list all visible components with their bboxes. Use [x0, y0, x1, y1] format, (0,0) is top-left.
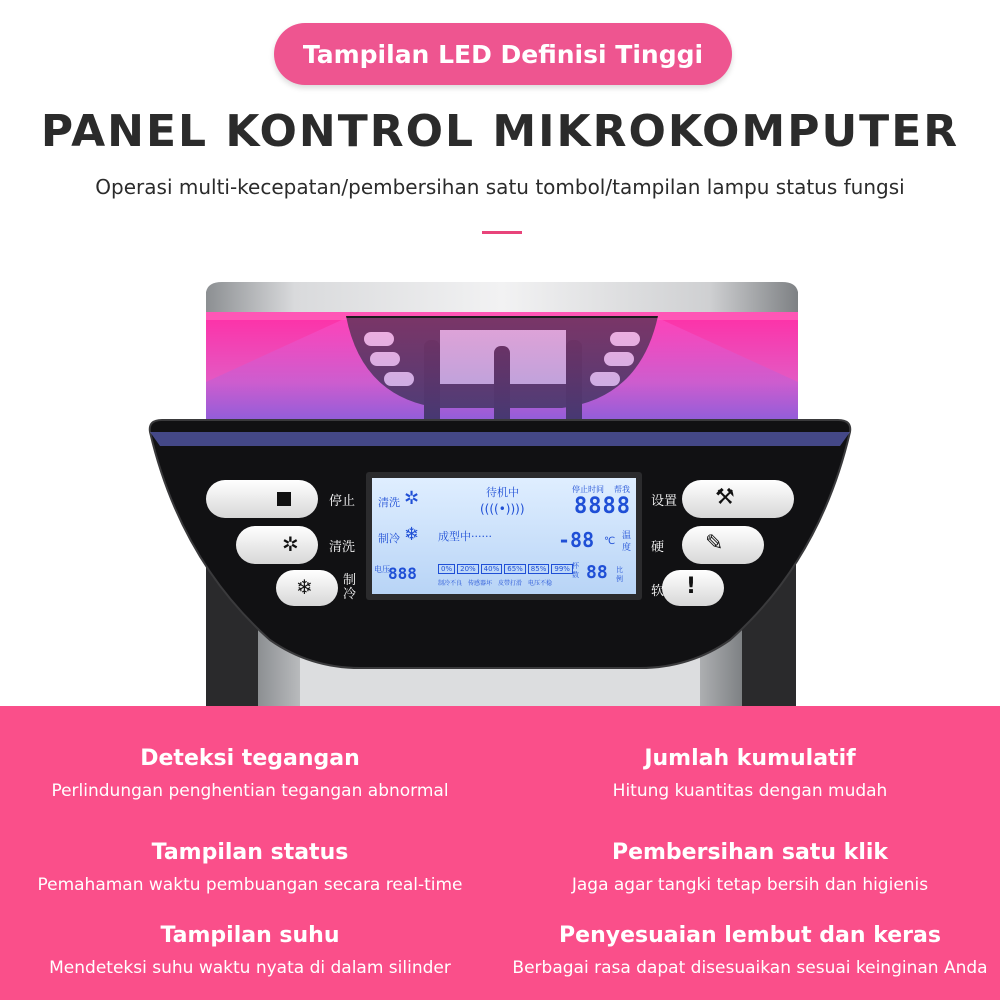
feature-desc: Berbagai rasa dapat disesuaikan sesuai keinginan Anda	[512, 958, 988, 978]
lcd-standby: 待机中	[486, 486, 519, 499]
lcd-percent: 85%	[528, 564, 550, 574]
lcd-count-label: 杯数	[572, 562, 579, 579]
feature-title: Tampilan suhu	[160, 923, 340, 948]
lcd-temp-value: -88	[558, 528, 595, 552]
feature-status	[0, 840, 500, 895]
soft-icon: !	[686, 574, 697, 599]
feature-temperature	[0, 923, 500, 978]
lcd-cool-label: 制冷	[378, 532, 400, 545]
feature-count	[500, 746, 1000, 801]
lcd-wash-label: 清洗	[378, 496, 400, 509]
lcd-percent: 0%	[438, 564, 455, 574]
feature-title: Pembersihan satu klik	[611, 840, 889, 865]
wash-icon: ✲	[282, 532, 299, 556]
feature-softness	[500, 923, 1000, 978]
lcd-snowflake-icon: ❄	[404, 524, 420, 545]
feature-voltage	[0, 746, 500, 801]
label-hard: 硬	[651, 540, 665, 555]
lcd-ratio-label: 比例	[616, 566, 623, 583]
page-subtitle: Operasi multi-kecepatan/pembersihan satu tombol/tampilan lampu status fungsi	[95, 175, 905, 199]
label-cool: 制冷	[343, 573, 357, 602]
lcd-status-row	[438, 578, 552, 587]
lcd-voltage-label: 电压	[374, 565, 390, 574]
label-settings: 设置	[651, 494, 678, 509]
hard-button[interactable]	[682, 526, 764, 564]
lcd-temp-unit: ℃	[604, 536, 616, 547]
lcd-digits-top: 8888	[574, 494, 631, 519]
snowflake-icon: ❄	[296, 575, 313, 599]
label-wash: 清洗	[329, 540, 356, 555]
label-soft: 软	[651, 584, 665, 599]
lcd-status: 电压不稳	[528, 580, 553, 587]
lcd-temp-label-b: 度	[622, 543, 632, 553]
feature-desc: Perlindungan penghentian tegangan abnormal	[51, 781, 449, 801]
feature-title: Tampilan status	[151, 840, 349, 865]
lcd-percent: 40%	[481, 564, 503, 574]
feature-desc: Mendeteksi suhu waktu nyata di dalam silinder	[49, 958, 451, 978]
lcd-forming: 成型中······	[438, 530, 492, 543]
lcd-percent: 99%	[551, 564, 573, 574]
feature-title: Penyesuaian lembut dan keras	[559, 923, 941, 948]
cool-button[interactable]	[276, 570, 338, 606]
lcd-status: 传感器坏	[468, 580, 493, 587]
lcd-temp-label-a: 温	[622, 531, 632, 541]
stop-icon	[277, 492, 291, 506]
lcd-ratio-value: 88	[586, 562, 608, 583]
lcd-percent: 20%	[457, 564, 479, 574]
settings-button[interactable]	[682, 480, 794, 518]
tools-icon: ⚒	[715, 485, 735, 510]
lcd-percent-bar	[438, 564, 573, 574]
features-section	[0, 706, 1000, 1000]
lcd-status: 制冷不良	[438, 580, 463, 587]
label-stop: 停止	[329, 494, 356, 509]
lcd-set-label: 帮我	[614, 485, 630, 494]
feature-clean	[500, 840, 1000, 895]
feature-desc: Hitung kuantitas dengan mudah	[612, 781, 888, 801]
feature-desc: Pemahaman waktu pembuangan secara real-time	[37, 875, 463, 895]
header-badge: Tampilan LED Definisi Tinggi	[274, 23, 732, 85]
lcd-status: 皮带打滑	[498, 580, 523, 587]
page-title: PANEL KONTROL MIKROKOMPUTER	[40, 106, 960, 157]
lcd-wash-icon: ✲	[404, 488, 420, 509]
lcd-screen	[372, 478, 636, 594]
lcd-percent: 65%	[504, 564, 526, 574]
lcd-signal-icon: ((((•))))	[480, 502, 525, 516]
soft-button[interactable]	[662, 570, 724, 606]
feature-title: Deteksi tegangan	[140, 746, 360, 771]
stop-button[interactable]	[206, 480, 318, 518]
feature-desc: Jaga agar tangki tetap bersih dan higienis	[571, 875, 929, 895]
lcd-time-label: 停止时间	[572, 485, 604, 494]
hard-icon: ✎	[705, 531, 724, 556]
lcd-voltage-value: 888	[388, 564, 417, 583]
feature-title: Jumlah kumulatif	[644, 746, 856, 771]
wash-button[interactable]	[236, 526, 318, 564]
